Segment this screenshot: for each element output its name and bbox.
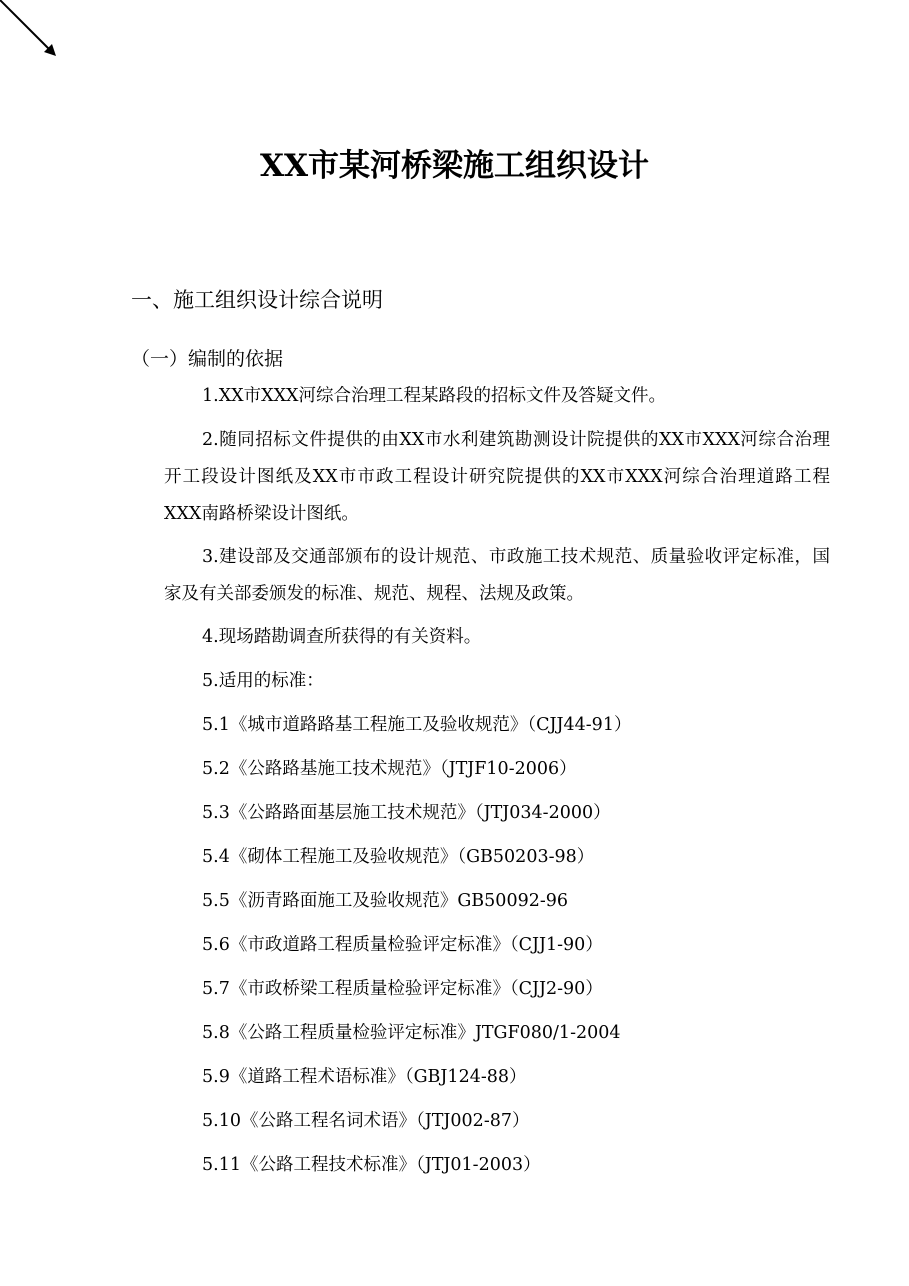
standard-item: 5.1《城市道路路基工程施工及验收规范》（CJJ44-91） [202, 715, 632, 735]
section-heading: 一、施工组织设计综合说明 [131, 288, 383, 312]
standard-item: 5.10《公路工程名词术语》（JTJ002-87） [202, 1111, 530, 1131]
standard-item: 5.4《砌体工程施工及验收规范》（GB50203-98） [202, 847, 595, 867]
paragraph: 2.随同招标文件提供的由XX市水利建筑勘测设计院提供的XX市XXX河综合治理开工段设计图纸及XX市市政工程设计研究院提供的XX市XXX河综合治理道路工程XXX南路桥梁设计图纸。 [164, 430, 830, 524]
paragraph: 3.建设部及交通部颁布的设计规范、市政施工技术规范、质量验收评定标准，国家及有关部委颁发的标准、规范、规程、法规及政策。 [164, 547, 830, 604]
standard-item: 5.9《道路工程术语标准》（GBJ124-88） [202, 1067, 527, 1087]
paragraph: 5.适用的标准： [202, 671, 324, 691]
page-title: XX市某河桥梁施工组织设计 [259, 148, 650, 184]
standard-item: 5.6《市政道路工程质量检验评定标准》（CJJ1-90） [202, 935, 603, 955]
standard-item: 5.5《沥青路面施工及验收规范》GB50092-96 [202, 891, 569, 911]
subsection-heading: （一）编制的依据 [131, 348, 284, 370]
document-body [164, 378, 830, 1191]
paragraph: 4.现场踏勘调查所获得的有关资料。 [202, 627, 482, 647]
arrow-down-right-icon [0, 0, 60, 60]
paragraph: 1.XX市XXX河综合治理工程某路段的招标文件及答疑文件。 [202, 386, 666, 406]
standard-item: 5.8《公路工程质量检验评定标准》JTGF080/1-2004 [202, 1023, 621, 1043]
standard-item: 5.2《公路路基施工技术规范》（JTJF10-2006） [202, 759, 577, 779]
standard-item: 5.11《公路工程技术标准》（JTJ01-2003） [202, 1155, 541, 1175]
standard-item: 5.7《市政桥梁工程质量检验评定标准》（CJJ2-90） [202, 979, 603, 999]
standard-item: 5.3《公路路面基层施工技术规范》（JTJ034-2000） [202, 803, 611, 823]
